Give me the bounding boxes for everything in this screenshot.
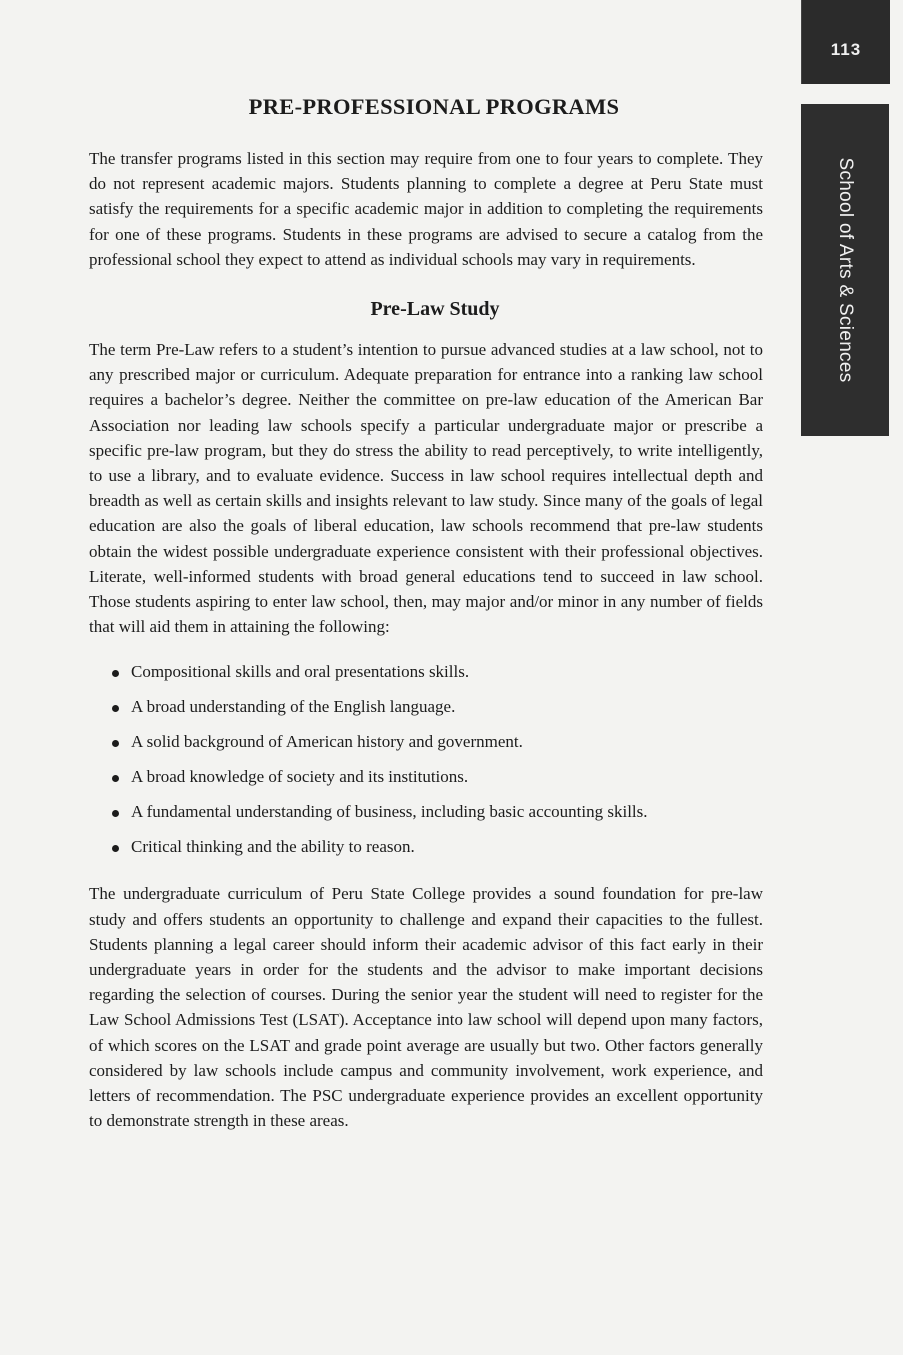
list-item: A broad understanding of the English language. [112, 694, 763, 719]
list-item: A broad knowledge of society and its institutions. [112, 764, 763, 789]
page-number: 113 [830, 40, 862, 59]
prelaw-skills-list [89, 659, 763, 859]
section-thumb-tab [801, 104, 889, 436]
page-content [89, 94, 763, 1133]
list-item: A fundamental understanding of business, including basic accounting skills. [112, 799, 763, 824]
list-item: Critical thinking and the ability to reason. [112, 834, 763, 859]
prelaw-paragraph-2: The undergraduate curriculum of Peru State College provides a sound foundation for pre-law study and offers students an opportunity to challenge and expand their capacities to the fullest. Students planning a legal career should inform their academic advisor of this fact early in their undergraduate years in order for the students and the advisor to make important decisions regarding the selection of courses. During the senior year the student will need to register for the Law School Admissions Test (LSAT). Acceptance into law school will depend upon many factors, of which scores on the LSAT and grade point average are usually but two. Other factors generally considered by law schools include campus and community involvement, work experience, and letters of recommendation. The PSC undergraduate experience provides an excellent opportunity to demonstrate strength in these areas. [89, 884, 763, 1131]
list-item: Compositional skills and oral presentations skills. [112, 659, 763, 684]
intro-paragraph: The transfer programs listed in this section may require from one to four years to complete. They do not represent academic majors. Students planning to complete a degree at Peru State must satisfy the requirements for a specific academic major in addition to completing the requirements for one of these programs. Students in these programs are advised to secure a catalog from the professional school they expect to attend as individual schools may vary in requirements. [89, 149, 763, 269]
page-title: PRE-PROFESSIONAL PROGRAMS [248, 94, 620, 119]
prelaw-paragraph-1: The term Pre-Law refers to a student’s intention to pursue advanced studies at a law school, not to any prescribed major or curriculum. Adequate preparation for entrance into a ranking law school requires a bachelor’s degree. Neither the committee on pre-law education of the American Bar Association nor leading law schools specify a particular undergraduate major or prescribe a specific pre-law program, but they do stress the ability to read perceptively, to write intelligently, to use a library, and to evaluate evidence. Success in law school requires intellectual depth and breadth as well as certain skills and insights relevant to law study. Since many of the goals of legal education are also the goals of liberal education, law schools recommend that pre-law students obtain the widest possible undergraduate experience consistent with their professional objectives. Literate, well-informed students with broad general educations tend to succeed in law school. Those students aspiring to enter law school, then, may major and/or minor in any number of fields that will aid them in attaining the following: [89, 340, 763, 637]
page-number-tab [801, 0, 890, 84]
section-tab-label: School of Arts & Sciences [835, 157, 856, 383]
list-item: A solid background of American history and government. [112, 729, 763, 754]
prelaw-heading: Pre-Law Study [370, 298, 500, 321]
